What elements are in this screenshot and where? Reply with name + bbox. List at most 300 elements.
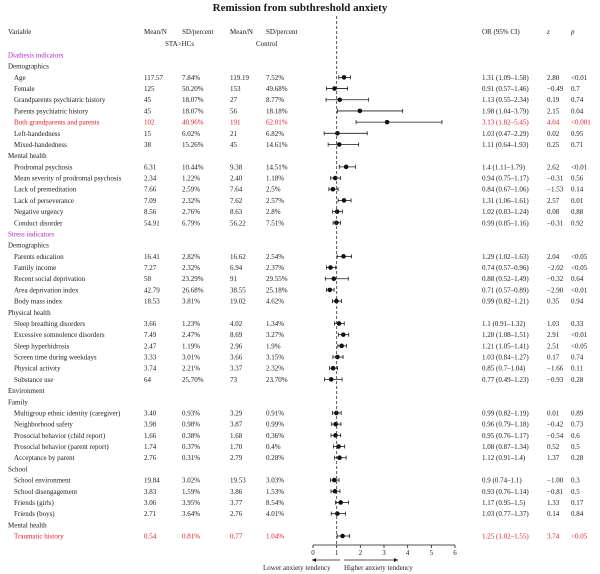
- row-label: Substance use: [14, 375, 54, 384]
- row-mean-control: 3.87: [230, 420, 243, 429]
- row-p: <0.05: [571, 342, 588, 351]
- row-sd-sta: 0.98%: [182, 420, 201, 429]
- header-mean-sta: Mean/N: [144, 28, 167, 36]
- row-sd-control: 3.03%: [266, 476, 285, 485]
- row-sd-control: 62.01%: [266, 118, 288, 127]
- or-point: [332, 86, 337, 91]
- group-header: Stress indicators: [8, 230, 55, 239]
- row-or-ci: 1.29 (1.02–1.63): [482, 252, 529, 261]
- row-mean-control: 2.76: [230, 510, 243, 519]
- row-sd-sta: 1.22%: [182, 174, 201, 183]
- row-label: Age: [14, 73, 26, 82]
- row-mean-control: 4.02: [230, 319, 243, 328]
- row-label: Body mass index: [14, 297, 63, 306]
- row-mean-control: 27: [230, 96, 237, 105]
- row-mean-sta: 64: [144, 375, 151, 384]
- header-sd-control: SD/percent: [266, 28, 298, 36]
- row-p: 0.92: [571, 219, 584, 228]
- row-mean-sta: 7.09: [144, 196, 157, 205]
- row-mean-sta: 3.83: [144, 487, 157, 496]
- x-tick-label: 5: [429, 549, 434, 557]
- row-label: Friends (boys): [14, 510, 55, 519]
- row-z: −1.66: [547, 364, 564, 373]
- row-mean-sta: 3.40: [144, 409, 157, 418]
- row-z: 2.15: [547, 107, 560, 116]
- section-header: Demographics: [8, 241, 49, 250]
- row-mean-control: 56: [230, 107, 237, 116]
- row-sd-sta: 2.32%: [182, 264, 201, 273]
- row-or-ci: 1.03 (0.77–1.37): [482, 510, 529, 519]
- row-sd-sta: 0.38%: [182, 431, 201, 440]
- or-point: [342, 198, 347, 203]
- row-p: 0.94: [571, 297, 584, 306]
- row-mean-control: 7.62: [230, 196, 243, 205]
- row-z: 0.01: [547, 409, 560, 418]
- row-mean-sta: 7.49: [144, 331, 157, 340]
- row-or-ci: 1.03 (0.47–2.29): [482, 129, 529, 138]
- row-label: Parents education: [14, 252, 64, 261]
- row-label: Area deprivation index: [14, 286, 79, 295]
- row-sd-control: 7.51%: [266, 219, 285, 228]
- row-mean-sta: 7.66: [144, 185, 157, 194]
- row-p: <0.01: [571, 331, 588, 340]
- row-p: 0.5: [571, 487, 580, 496]
- row-mean-control: 1.70: [230, 443, 243, 452]
- row-label: Prodromal psychosis: [14, 163, 73, 172]
- row-mean-sta: 19.84: [144, 476, 160, 485]
- row-sd-control: 0.4%: [266, 443, 281, 452]
- row-or-ci: 1.4 (1.11–1.79): [482, 163, 525, 172]
- row-z: −0.81: [547, 487, 564, 496]
- row-sd-control: 4.01%: [266, 510, 285, 519]
- row-or-ci: 1.28 (1.08–1.51): [482, 331, 529, 340]
- row-or-ci: 1.25 (1.02–1.55): [482, 532, 529, 541]
- row-or-ci: 1.31 (1.09–1.58): [482, 73, 529, 82]
- row-sd-sta: 7.84%: [182, 73, 201, 82]
- chart-title: Remission from subthreshold anxiety: [212, 2, 388, 14]
- row-p: <0.01: [571, 286, 588, 295]
- row-or-ci: 0.93 (0.76–1.14): [482, 487, 529, 496]
- row-mean-control: 153: [230, 85, 241, 94]
- row-label: Screen time during weekdays: [14, 353, 97, 362]
- row-sd-sta: 2.32%: [182, 196, 201, 205]
- row-sd-control: 7.52%: [266, 73, 285, 82]
- row-or-ci: 0.94 (0.75–1.17): [482, 174, 529, 183]
- row-label: Conduct disorder: [14, 219, 63, 228]
- row-mean-sta: 8.56: [144, 208, 157, 217]
- row-p: <0.01: [571, 163, 588, 172]
- row-sd-sta: 25.70%: [182, 375, 204, 384]
- row-sd-sta: 1.23%: [182, 319, 201, 328]
- x-tick-label: 3: [382, 549, 386, 557]
- row-z: 2.91: [547, 331, 560, 340]
- or-point: [358, 109, 363, 114]
- row-sd-sta: 3.02%: [182, 476, 201, 485]
- row-sd-sta: 0.31%: [182, 454, 201, 463]
- row-sd-control: 25.18%: [266, 286, 288, 295]
- row-label: Left-handedness: [14, 129, 61, 138]
- row-sd-sta: 18.07%: [182, 107, 204, 116]
- or-point: [338, 500, 343, 505]
- row-mean-sta: 6.31: [144, 163, 157, 172]
- row-mean-control: 8.69: [230, 331, 243, 340]
- row-z: −0.31: [547, 219, 564, 228]
- header-or: OR (95% CI): [482, 28, 520, 36]
- row-label: Traumatic history: [14, 532, 64, 541]
- tendency-annotation: [263, 558, 413, 572]
- row-mean-control: 3.66: [230, 353, 243, 362]
- row-sd-sta: 40.96%: [182, 118, 204, 127]
- row-z: 2.62: [547, 163, 560, 172]
- row-mean-sta: 42.79: [144, 286, 160, 295]
- row-mean-sta: 7.27: [144, 264, 157, 273]
- row-p: 0.6: [571, 431, 580, 440]
- row-label: Excessive somnolence disorders: [14, 331, 105, 340]
- row-p: 0.01: [571, 196, 584, 205]
- header-row: [8, 28, 575, 36]
- row-mean-control: 6.94: [230, 264, 243, 273]
- row-mean-control: 2.40: [230, 174, 243, 183]
- row-or-ci: 3.13 (1.82–5.45): [482, 118, 529, 127]
- row-mean-sta: 15: [144, 129, 151, 138]
- row-sd-control: 0.36%: [266, 431, 285, 440]
- row-p: 0.74: [571, 353, 584, 362]
- or-point: [333, 433, 338, 438]
- or-point: [341, 254, 346, 259]
- row-mean-control: 7.64: [230, 185, 243, 194]
- tendency-label-lower: Lower anxiety tendency: [263, 564, 331, 572]
- row-p: 0.73: [571, 420, 584, 429]
- row-or-ci: 0.74 (0.57–0.96): [482, 264, 529, 273]
- header-variable: Variable: [8, 28, 32, 36]
- row-z: −2.90: [547, 286, 564, 295]
- x-tick-label: 2: [358, 549, 363, 557]
- row-z: 0.19: [547, 96, 560, 105]
- row-sd-sta: 15.26%: [182, 140, 204, 149]
- row-p: 0.17: [571, 498, 584, 507]
- section-header: School: [8, 465, 28, 474]
- row-mean-sta: 117.57: [144, 73, 163, 82]
- row-sd-control: 23.70%: [266, 375, 288, 384]
- group-header: Diathesis indicators: [8, 51, 64, 60]
- row-mean-sta: 16.41: [144, 252, 160, 261]
- row-mean-sta: 3.06: [144, 498, 157, 507]
- row-label: School environment: [14, 476, 71, 485]
- or-point: [335, 511, 340, 516]
- row-sd-control: 2.57%: [266, 196, 285, 205]
- row-sd-sta: 3.81%: [182, 297, 201, 306]
- row-mean-sta: 2.76: [144, 454, 157, 463]
- row-label: Recent social deprivation: [14, 275, 86, 284]
- tendency-label-higher: Higher anxiety tendency: [344, 564, 413, 572]
- or-point: [342, 75, 347, 80]
- row-mean-control: 3.86: [230, 487, 243, 496]
- row-sd-sta: 2.82%: [182, 252, 201, 261]
- x-axis: [311, 545, 457, 557]
- or-point: [331, 187, 336, 192]
- row-mean-control: 45: [230, 140, 237, 149]
- row-label: Sleep breathing disorders: [14, 319, 86, 328]
- row-mean-control: 3.37: [230, 364, 243, 373]
- row-mean-sta: 2.34: [144, 174, 157, 183]
- row-sd-control: 8.54%: [266, 498, 285, 507]
- row-sd-control: 18.18%: [266, 107, 288, 116]
- row-mean-sta: 2.71: [144, 510, 157, 519]
- row-mean-control: 3.29: [230, 409, 243, 418]
- row-or-ci: 1.13 (0.55–2.34): [482, 96, 529, 105]
- row-label: School disengagement: [14, 487, 78, 496]
- row-or-ci: 0.77 (0.49–1.23): [482, 375, 529, 384]
- row-z: 0.17: [547, 353, 560, 362]
- or-point: [337, 321, 342, 326]
- row-sd-sta: 1.19%: [182, 342, 201, 351]
- row-sd-control: 2.54%: [266, 252, 285, 261]
- row-sd-control: 6.82%: [266, 129, 285, 138]
- row-label: Grandparents psychiatric history: [14, 96, 106, 105]
- row-p: 0.5: [571, 443, 580, 452]
- row-z: 1.33: [547, 498, 560, 507]
- or-point: [341, 332, 346, 337]
- row-label: Sleep hyperhidrosis: [14, 342, 70, 351]
- row-z: 3.74: [547, 532, 560, 541]
- row-label: Family income: [14, 264, 57, 273]
- row-mean-sta: 3.33: [144, 353, 157, 362]
- row-mean-control: 19.02: [230, 297, 246, 306]
- row-label: Physical activity: [14, 364, 61, 373]
- row-z: 0.08: [547, 208, 560, 217]
- or-point: [335, 131, 340, 136]
- row-label: Lack of premeditation: [14, 185, 77, 194]
- row-z: −0.32: [547, 275, 564, 284]
- row-p: 0.95: [571, 129, 584, 138]
- or-point: [329, 377, 334, 382]
- row-p: 0.88: [571, 208, 584, 217]
- row-label: Negative urgency: [14, 208, 64, 217]
- row-p: 0.11: [571, 364, 583, 373]
- row-sd-sta: 50.20%: [182, 85, 204, 94]
- row-mean-control: 3.77: [230, 498, 243, 507]
- row-z: −0.54: [547, 431, 564, 440]
- row-mean-control: 56.22: [230, 219, 246, 228]
- row-label: Mean severity of prodromal psychosis: [14, 174, 122, 183]
- row-mean-sta: 0.54: [144, 532, 157, 541]
- row-sd-sta: 3.01%: [182, 353, 201, 362]
- row-or-ci: 0.96 (0.79–1.18): [482, 420, 529, 429]
- row-p: 0.3: [571, 476, 580, 485]
- row-mean-control: 16.62: [230, 252, 246, 261]
- row-sd-control: 29.55%: [266, 275, 288, 284]
- or-point: [331, 366, 336, 371]
- section-header: Mental health: [8, 152, 47, 161]
- row-or-ci: 1.98 (1.04–3.79): [482, 107, 529, 116]
- row-mean-control: 9.38: [230, 163, 243, 172]
- row-sd-control: 2.8%: [266, 208, 281, 217]
- row-p: <0.01: [571, 73, 588, 82]
- group-label-sta: STA>HCs: [165, 40, 195, 48]
- section-header: Family: [8, 398, 28, 407]
- row-label: Prosocial behavior (child report): [14, 431, 106, 440]
- row-sd-control: 14.61%: [266, 140, 288, 149]
- row-or-ci: 1.21 (1.05–1.41): [482, 342, 529, 351]
- row-sd-control: 3.15%: [266, 353, 285, 362]
- or-point: [337, 97, 342, 102]
- or-point: [332, 478, 337, 483]
- row-sd-control: 1.9%: [266, 342, 281, 351]
- row-label: Parents psychiatric history: [14, 107, 89, 116]
- row-mean-control: 73: [230, 375, 237, 384]
- row-mean-control: 38.55: [230, 286, 246, 295]
- row-sd-control: 0.91%: [266, 409, 285, 418]
- or-point: [339, 344, 344, 349]
- row-mean-sta: 125: [144, 85, 155, 94]
- row-mean-sta: 3.98: [144, 420, 157, 429]
- row-sd-sta: 2.21%: [182, 364, 201, 373]
- row-label: Multigroup ethnic identity (caregiver): [14, 409, 121, 418]
- row-z: −1.53: [547, 185, 564, 194]
- row-label: Lack of perseverance: [14, 196, 74, 205]
- row-sd-control: 0.99%: [266, 420, 285, 429]
- section-header: Physical health: [8, 308, 51, 317]
- x-tick-label: 1: [334, 549, 339, 557]
- row-sd-control: 1.04%: [266, 532, 285, 541]
- or-point: [344, 165, 349, 170]
- or-point: [335, 355, 340, 360]
- row-p: 0.56: [571, 174, 584, 183]
- x-tick-label: 6: [453, 549, 457, 557]
- row-mean-sta: 54.91: [144, 219, 160, 228]
- row-p: 0.84: [571, 510, 584, 519]
- row-mean-sta: 38: [144, 140, 151, 149]
- row-p: 0.74: [571, 96, 584, 105]
- row-p: 0.89: [571, 409, 584, 418]
- row-sd-control: 1.34%: [266, 319, 285, 328]
- group-labels: [165, 40, 277, 48]
- row-p: 0.64: [571, 275, 584, 284]
- row-sd-control: 14.51%: [266, 163, 288, 172]
- row-mean-control: 2.96: [230, 342, 243, 351]
- tendency-arrowhead-right: [394, 558, 398, 562]
- row-sd-sta: 3.64%: [182, 510, 201, 519]
- row-sd-control: 1.18%: [266, 174, 285, 183]
- row-label: Female: [14, 85, 35, 94]
- row-or-ci: 0.91 (0.57–1.46): [482, 85, 529, 94]
- row-mean-control: 119.19: [230, 73, 249, 82]
- group-label-control: Control: [256, 40, 278, 48]
- row-or-ci: 0.95 (0.76–1.17): [482, 431, 529, 440]
- row-sd-control: 3.27%: [266, 331, 285, 340]
- row-label: Mixed-handedness: [14, 140, 67, 149]
- row-mean-control: 0.77: [230, 532, 243, 541]
- row-z: 2.04: [547, 252, 560, 261]
- row-label: Both grandparents and parents: [14, 118, 100, 127]
- row-sd-sta: 1.59%: [182, 487, 201, 496]
- row-z: 2.80: [547, 73, 560, 82]
- row-or-ci: 1.03 (0.84–1.27): [482, 353, 529, 362]
- row-z: 0.52: [547, 443, 560, 452]
- row-sd-control: 49.68%: [266, 85, 288, 94]
- row-sd-control: 1.53%: [266, 487, 285, 496]
- row-sd-sta: 23.29%: [182, 275, 204, 284]
- header-mean-control: Mean/N: [230, 28, 253, 36]
- row-label: Friends (girls): [14, 498, 54, 507]
- row-z: −2.02: [547, 264, 564, 273]
- row-p: 0.7: [571, 85, 580, 94]
- row-mean-control: 2.79: [230, 454, 243, 463]
- row-mean-control: 191: [230, 118, 241, 127]
- row-z: 0.02: [547, 129, 560, 138]
- row-sd-control: 0.28%: [266, 454, 285, 463]
- section-header: Environment: [8, 387, 45, 396]
- row-label: Neighborhood safety: [14, 420, 73, 429]
- row-sd-control: 2.32%: [266, 364, 285, 373]
- row-sd-sta: 0.93%: [182, 409, 201, 418]
- or-point: [328, 265, 333, 270]
- or-point: [385, 120, 390, 125]
- header-z: z: [547, 28, 550, 36]
- row-or-ci: 1.02 (0.83–1.24): [482, 208, 529, 217]
- or-point: [337, 142, 342, 147]
- row-z: −0.49: [547, 85, 564, 94]
- or-point: [337, 455, 342, 460]
- row-sd-sta: 2.47%: [182, 331, 201, 340]
- row-sd-sta: 2.76%: [182, 208, 201, 217]
- section-header: Demographics: [8, 62, 49, 71]
- row-z: 2.57: [547, 196, 560, 205]
- row-sd-sta: 26.68%: [182, 286, 204, 295]
- row-z: 1.03: [547, 319, 560, 328]
- row-or-ci: 0.71 (0.57–0.89): [482, 286, 529, 295]
- header-sd-sta: SD/percent: [182, 28, 214, 36]
- row-sd-sta: 0.37%: [182, 443, 201, 452]
- row-p: <0.05: [571, 532, 588, 541]
- row-or-ci: 0.84 (0.67–1.06): [482, 185, 529, 194]
- row-or-ci: 0.99 (0.85–1.16): [482, 219, 529, 228]
- row-sd-sta: 10.44%: [182, 163, 204, 172]
- row-mean-sta: 102: [144, 118, 155, 127]
- or-point: [328, 288, 333, 293]
- row-sd-control: 4.62%: [266, 297, 285, 306]
- row-sd-control: 2.37%: [266, 264, 285, 273]
- header-p: p: [571, 28, 575, 36]
- row-p: <0.05: [571, 264, 588, 273]
- row-z: 1.37: [547, 454, 560, 463]
- row-sd-sta: 6.79%: [182, 219, 201, 228]
- row-p: <0.05: [571, 252, 588, 261]
- row-mean-control: 91: [230, 275, 237, 284]
- row-z: 2.51: [547, 342, 560, 351]
- row-z: −0.93: [547, 375, 564, 384]
- row-sd-control: 8.77%: [266, 96, 285, 105]
- row-mean-sta: 58: [144, 275, 151, 284]
- row-or-ci: 0.85 (0.7–1.04): [482, 364, 526, 373]
- row-mean-control: 1.68: [230, 431, 243, 440]
- row-p: 0.28: [571, 375, 584, 384]
- row-sd-sta: 6.02%: [182, 129, 201, 138]
- or-point: [333, 422, 338, 427]
- row-z: −0.31: [547, 174, 564, 183]
- row-p: 0.28: [571, 454, 584, 463]
- row-mean-sta: 45: [144, 107, 151, 116]
- row-p: 0.04: [571, 107, 584, 116]
- row-or-ci: 1.31 (1.06–1.61): [482, 196, 529, 205]
- row-p: 0.14: [571, 185, 584, 194]
- row-sd-sta: 3.95%: [182, 498, 201, 507]
- tendency-arrowhead-left: [312, 558, 316, 562]
- row-mean-sta: 45: [144, 96, 151, 105]
- row-or-ci: 1.08 (0.87–1.34): [482, 443, 529, 452]
- row-z: 0.14: [547, 510, 560, 519]
- row-z: 0.35: [547, 297, 560, 306]
